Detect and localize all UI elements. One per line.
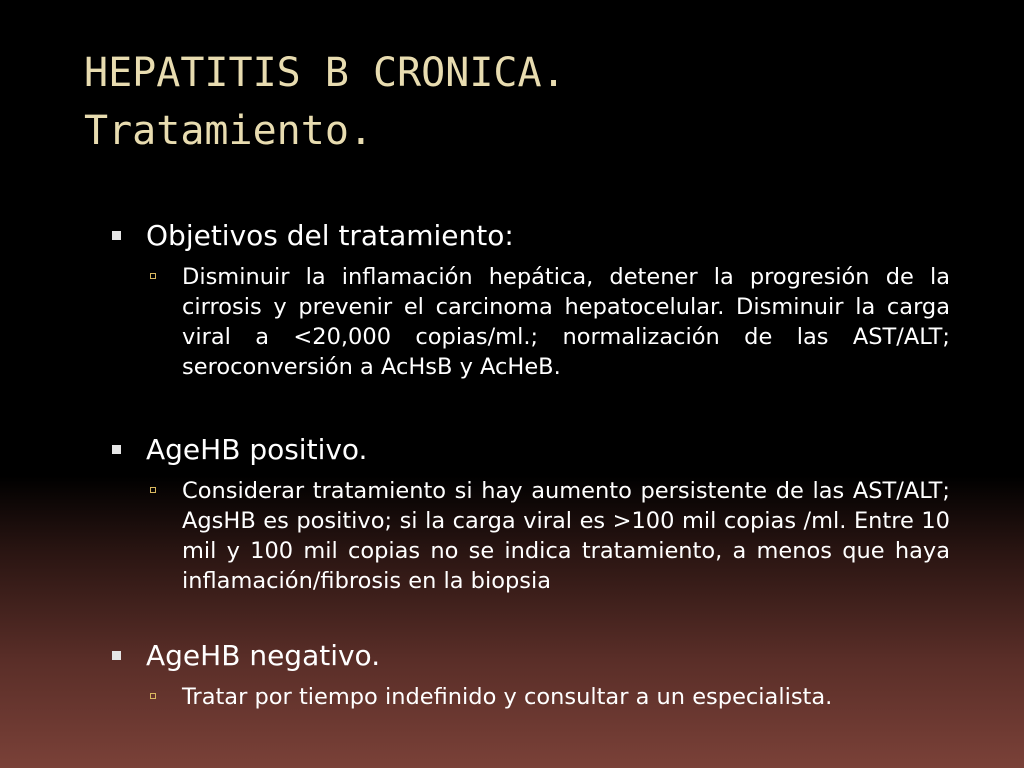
hollow-square-bullet-icon	[150, 273, 156, 279]
square-bullet-icon	[112, 231, 121, 240]
section-agehb-negativo	[110, 636, 950, 712]
sub-bullet-agehb-negativo-text: Tratar por tiempo indefinido y consultar a un especialista.	[182, 684, 833, 710]
bullet-objetivos-text: Objetivos del tratamiento:	[146, 219, 514, 252]
sub-bullet-objetivos	[110, 262, 950, 382]
bullet-agehb-positivo	[110, 430, 950, 470]
sub-bullet-objetivos-text: Disminuir la inflamación hepática, detener la progresión de la cirrosis y prevenir el carcinoma hepatocelular. Disminuir la carga viral a <20,000 copias/ml.; normalización de las AST/ALT; seroconversión a AcHsB y AcHeB.	[182, 264, 950, 380]
hollow-square-bullet-icon	[150, 487, 156, 493]
bullet-agehb-negativo-text: AgeHB negativo.	[146, 639, 381, 672]
bullet-objetivos	[110, 216, 950, 256]
slide-title-line-2: Tratamiento.	[84, 108, 373, 154]
hollow-square-bullet-icon	[150, 693, 156, 699]
bullet-agehb-positivo-text: AgeHB positivo.	[146, 433, 368, 466]
bullet-agehb-negativo	[110, 636, 950, 676]
square-bullet-icon	[112, 445, 121, 454]
slide-content	[110, 216, 950, 712]
sub-bullet-agehb-positivo-text: Considerar tratamiento si hay aumento persistente de las AST/ALT; AgsHB es positivo; si la carga viral es >100 mil copias /ml. Entre 10 mil y 100 mil copias no se indica tratamiento, a menos que haya inflamación/fibrosis en la biopsia	[182, 478, 950, 594]
slide-title-line-1: HEPATITIS B CRONICA.	[84, 50, 566, 96]
square-bullet-icon	[112, 651, 121, 660]
sub-bullet-agehb-negativo	[110, 682, 950, 712]
section-objetivos	[110, 216, 950, 382]
slide-title	[84, 44, 964, 160]
section-agehb-positivo	[110, 430, 950, 596]
sub-bullet-agehb-positivo	[110, 476, 950, 596]
